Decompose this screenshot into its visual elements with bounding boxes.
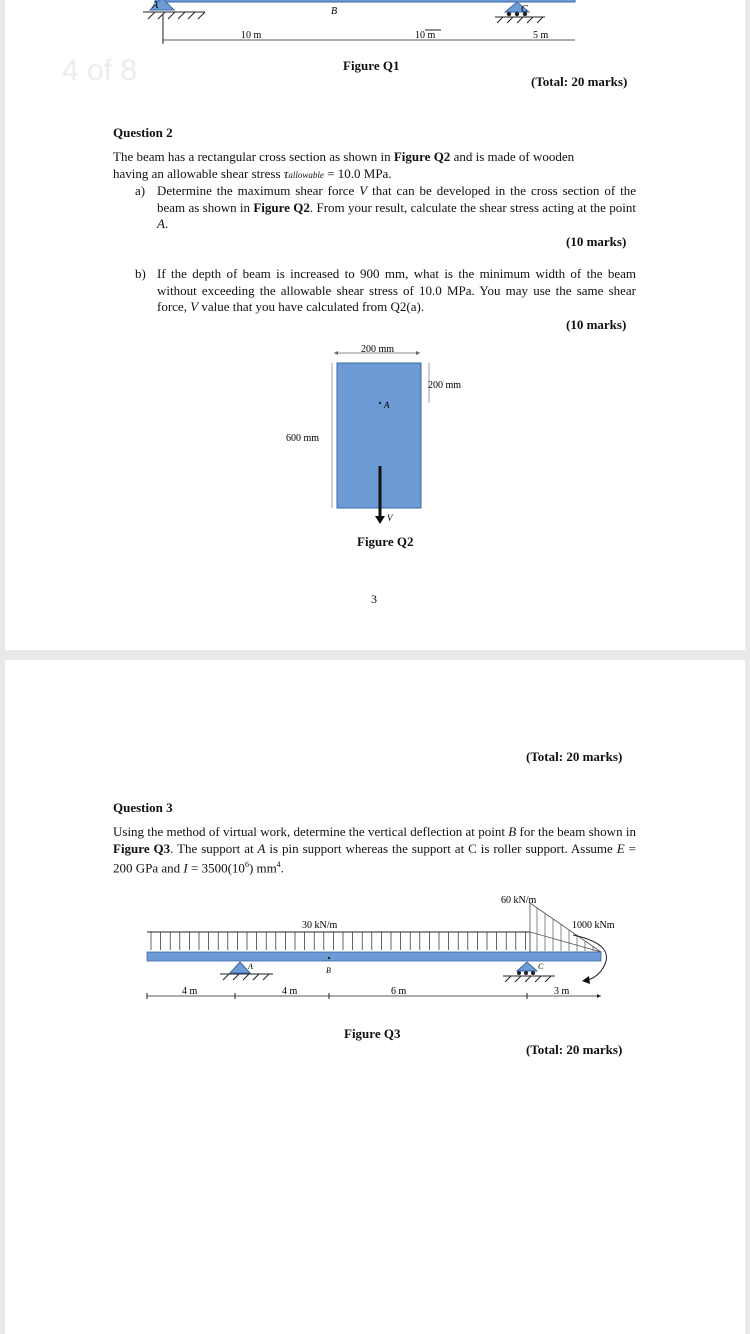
q3-label-c: C: [538, 962, 544, 971]
q3-udl-arrows: [151, 932, 525, 950]
q2-intro: The beam has a rectangular cross section as shown in Figure Q2 and is made of wooden having an allowable shear stress τallowable = 10.0 MPa.: [113, 149, 575, 181]
q2-force-label: V: [387, 513, 393, 523]
q3-dim-2: 4 m: [282, 986, 298, 997]
figure-q2: [5, 336, 745, 536]
figure-q2-caption: Figure Q2: [357, 534, 414, 549]
page-indicator: 4 of 8: [62, 54, 138, 87]
q3-text: Using the method of virtual work, determine the vertical deflection at point B for the beam shown in Figure Q3. The support at A is pin support whereas the support at C is roller support. Assume E = 200 GPa and $I = 3500(10^6)$ $mm^4$.: [113, 824, 636, 876]
q3-label-b: B: [326, 966, 331, 975]
q1-dim-1: 10 m: [241, 30, 262, 41]
figure-q1-caption: Figure Q1: [343, 58, 400, 73]
q2b-marks: (10 marks): [566, 317, 627, 332]
q2-total-marks: (Total: 20 marks): [526, 749, 623, 764]
q2-heading: Question 2: [113, 125, 173, 140]
q2-top-offset-label: 200 mm: [428, 380, 462, 391]
q2b-label: b): [135, 266, 146, 281]
q2a-text: Determine the maximum shear force V that can be developed in the cross section of the beam as shown in Figure Q2. From your result, calculate the shear stress acting at the point A.: [157, 183, 636, 231]
figure-q1: [5, 0, 745, 60]
q1-total-marks: (Total: 20 marks): [531, 74, 628, 89]
q2b-text: If the depth of beam is increased to 900 mm, what is the minimum width of the beam without exceeding the allowable shear stress of 10.0 MPa. You may use the same shear force, V value that you have calculated from Q2(a).: [157, 266, 636, 314]
q3-beam: [147, 952, 601, 961]
q2-point-a-label: A: [384, 400, 390, 410]
q3-dim-3: 6 m: [391, 986, 407, 997]
document-page-2: [5, 660, 745, 1334]
q3-pin-support-a: [220, 962, 273, 980]
q3-label-a: A: [248, 962, 253, 971]
q1-dim-2: 10 m: [415, 30, 436, 41]
q3-udl-label: 30 kN/m: [302, 920, 338, 931]
q3-point-b-marker: [328, 957, 330, 959]
q3-total-marks: (Total: 20 marks): [526, 1042, 623, 1057]
q3-dim-1: 4 m: [182, 986, 198, 997]
q1-beam: [155, 0, 575, 2]
q2-point-a-marker: [379, 402, 381, 404]
q2a-marks: (10 marks): [566, 234, 627, 249]
q2-width-label: 200 mm: [361, 344, 395, 355]
page-number: 3: [371, 592, 377, 606]
q3-roller-support-c: [503, 962, 555, 982]
q3-dim-4: 3 m: [554, 986, 570, 997]
figure-q3-caption: Figure Q3: [344, 1026, 401, 1041]
q3-triangular-load-label: 60 kN/m: [501, 895, 537, 906]
q2-depth-label: 600 mm: [286, 433, 320, 444]
document-page-1: [5, 0, 745, 650]
q3-heading: Question 3: [113, 800, 173, 815]
q1-label-a: A: [152, 0, 159, 11]
q1-roller-support-c: [495, 2, 545, 23]
q1-label-b: B: [331, 6, 338, 17]
q1-dim-3: 5 m: [533, 30, 549, 41]
q3-moment-label: 1000 kNm: [572, 920, 615, 931]
q3-triangular-load: [530, 932, 601, 952]
figure-q3: [5, 885, 745, 1015]
q1-label-c: C: [521, 4, 528, 15]
q2a-label: a): [135, 183, 146, 198]
